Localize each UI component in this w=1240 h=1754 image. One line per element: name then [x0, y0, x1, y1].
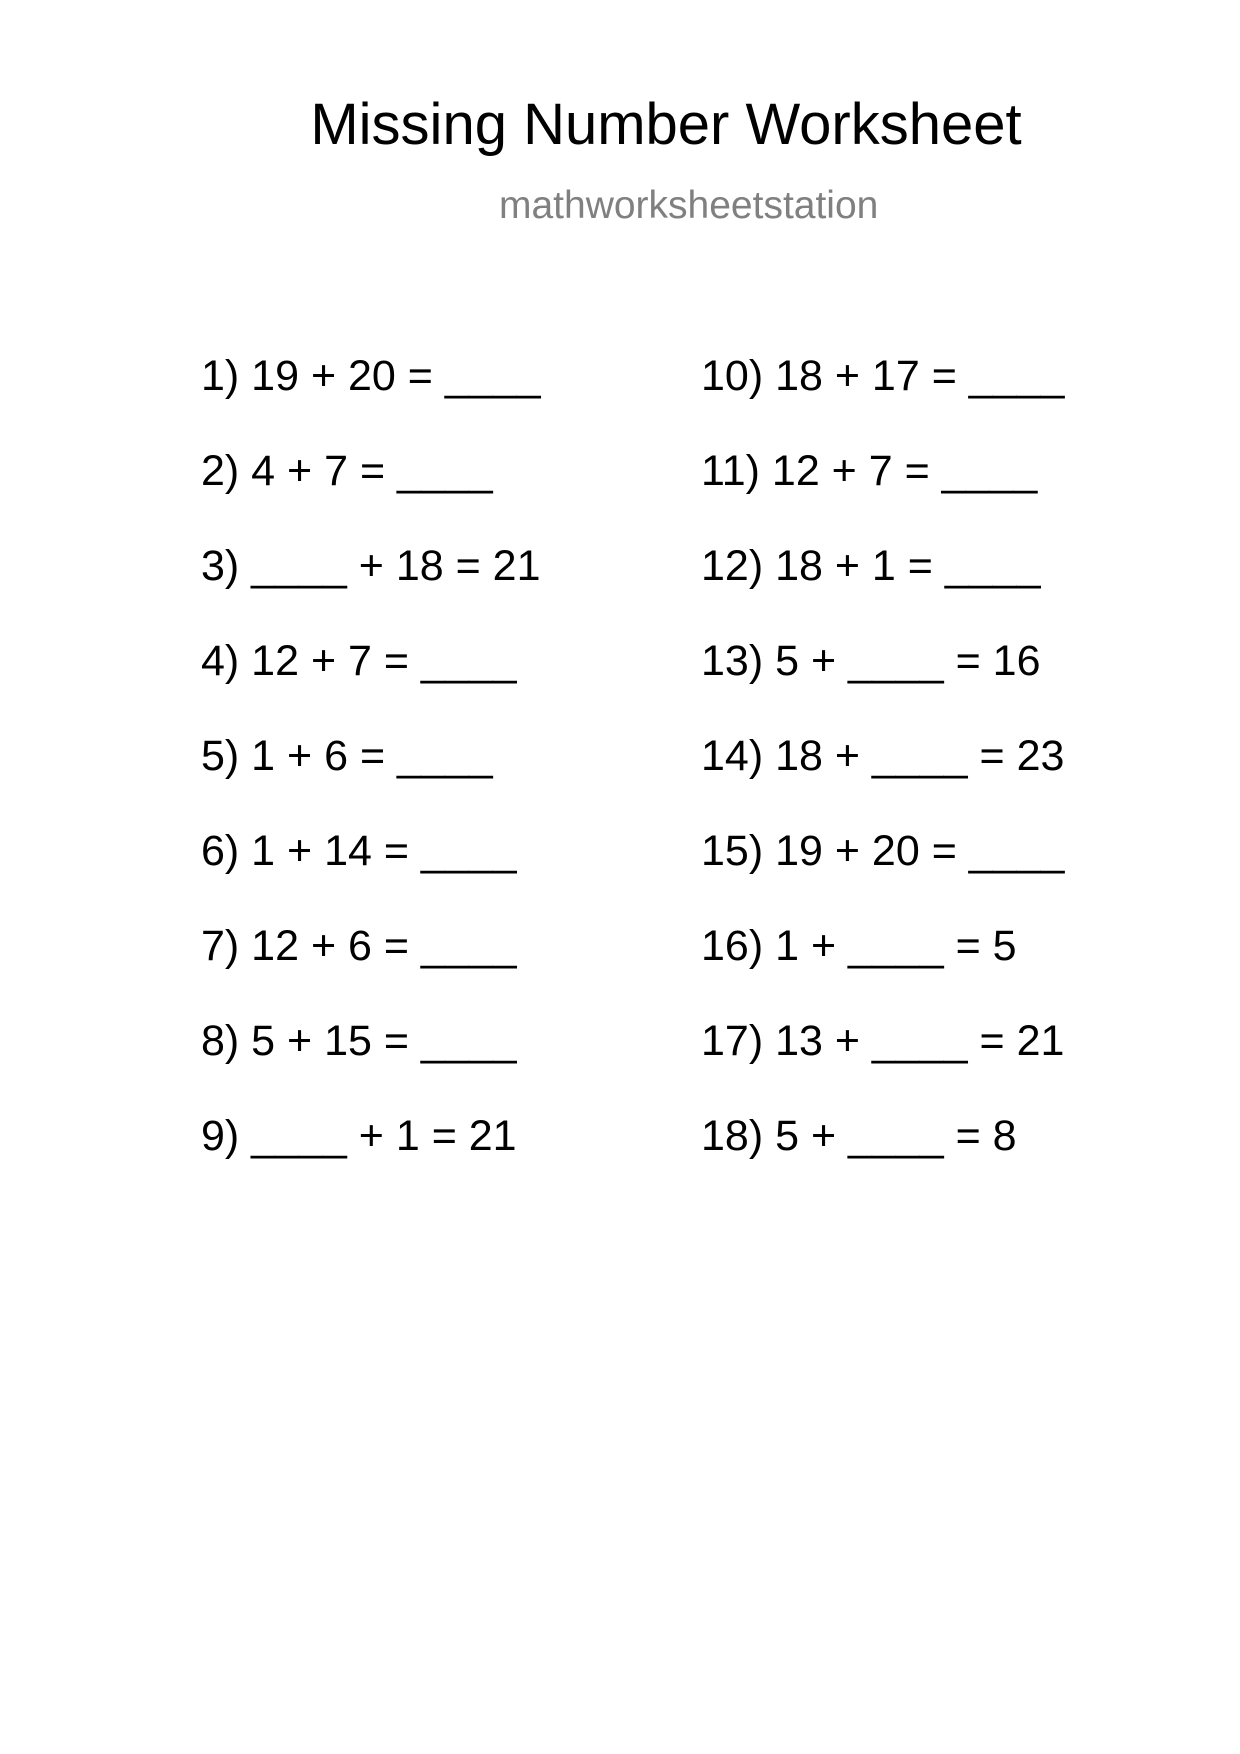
problem-8: 8) 5 + 15 = ____: [201, 1017, 517, 1065]
worksheet-title: Missing Number Worksheet: [310, 92, 1022, 157]
problem-17: 17) 13 + ____ = 21: [701, 1017, 1065, 1065]
problem-2: 2) 4 + 7 = ____: [201, 447, 493, 495]
problem-12: 12) 18 + 1 = ____: [701, 542, 1041, 590]
problem-16: 16) 1 + ____ = 5: [701, 922, 1017, 970]
worksheet-source: mathworksheetstation: [499, 184, 879, 227]
problem-1: 1) 19 + 20 = ____: [201, 352, 541, 400]
problems-column-right: [701, 352, 1064, 1207]
problem-5: 5) 1 + 6 = ____: [201, 732, 493, 780]
problem-14: 14) 18 + ____ = 23: [701, 732, 1065, 780]
problem-11: 11) 12 + 7 = ____: [701, 447, 1038, 495]
problem-13: 13) 5 + ____ = 16: [701, 637, 1041, 685]
problem-4: 4) 12 + 7 = ____: [201, 637, 517, 685]
problem-10: 10) 18 + 17 = ____: [701, 352, 1065, 400]
problem-6: 6) 1 + 14 = ____: [201, 827, 517, 875]
problem-7: 7) 12 + 6 = ____: [201, 922, 517, 970]
problem-3: 3) ____ + 18 = 21: [201, 542, 541, 590]
problem-15: 15) 19 + 20 = ____: [701, 827, 1065, 875]
problems-column-left: [201, 352, 541, 1207]
problem-9: 9) ____ + 1 = 21: [201, 1112, 517, 1160]
problem-18: 18) 5 + ____ = 8: [701, 1112, 1017, 1160]
